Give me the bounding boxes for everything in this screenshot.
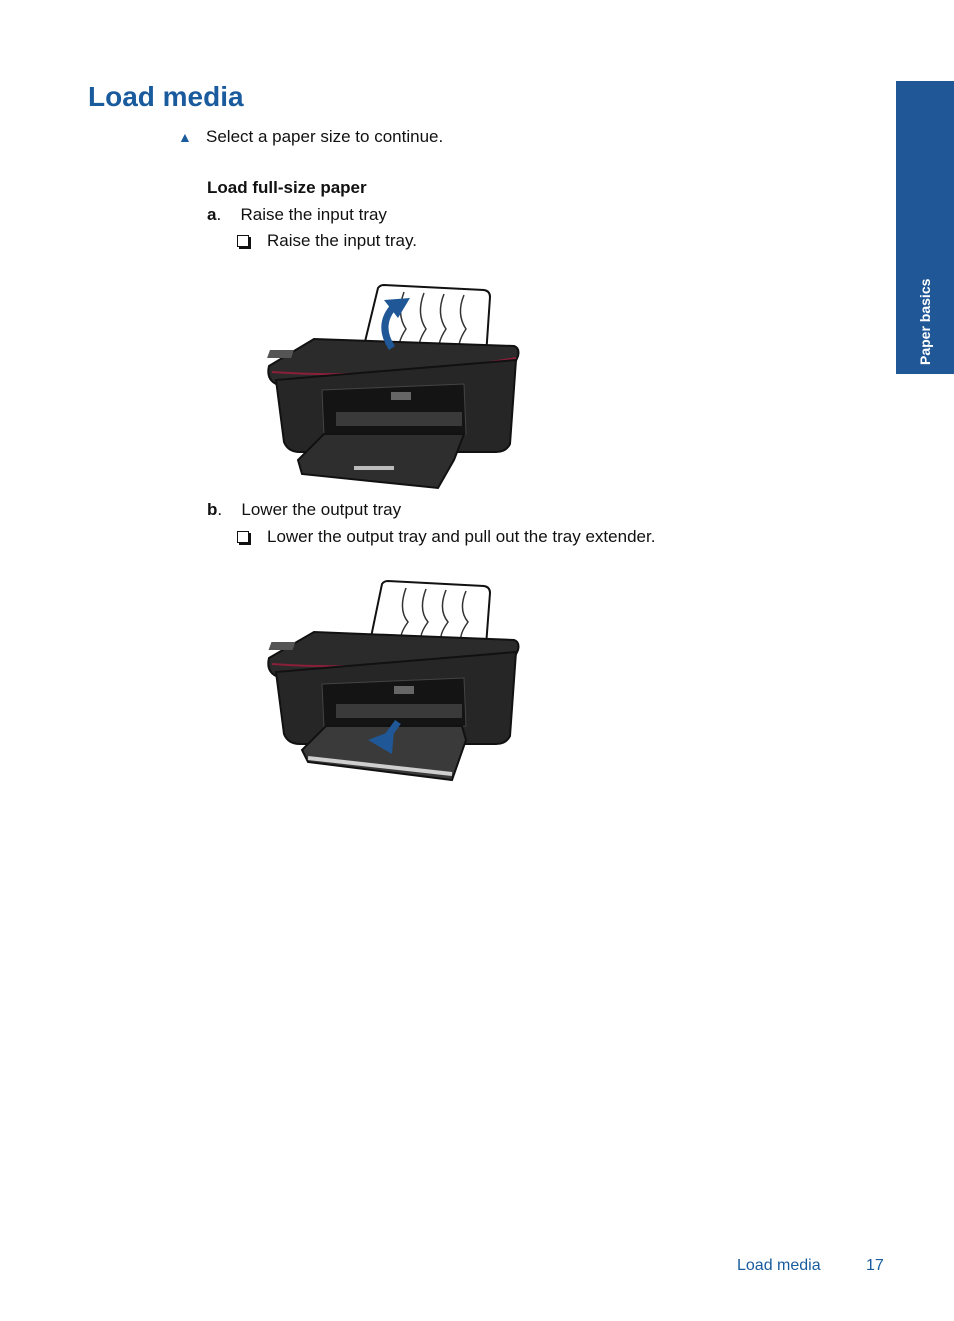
step-b-label: Lower the output tray bbox=[241, 500, 402, 519]
substep-a-text: Raise the input tray. bbox=[267, 231, 417, 250]
step-a-letter: a bbox=[207, 205, 217, 224]
printer-output-tray-figure bbox=[266, 580, 522, 786]
intro-bullet-text: Select a paper size to continue. bbox=[206, 127, 444, 146]
checkbox-icon bbox=[237, 531, 249, 543]
side-tab bbox=[896, 81, 954, 374]
substep-b-text: Lower the output tray and pull out the tray extender. bbox=[267, 527, 656, 546]
step-b-letter: b bbox=[207, 500, 218, 519]
substep-a bbox=[237, 231, 417, 251]
footer-section-title: Load media bbox=[737, 1257, 821, 1274]
checkbox-icon bbox=[237, 235, 249, 247]
substep-b bbox=[237, 527, 655, 547]
step-a: a. Raise the input tray bbox=[207, 205, 387, 224]
printer-input-tray-figure bbox=[266, 284, 522, 492]
step-b: b. Lower the output tray bbox=[207, 500, 402, 519]
step-a-label: Raise the input tray bbox=[240, 205, 387, 224]
side-tab-label: Paper basics bbox=[917, 278, 933, 365]
page-title: Load media bbox=[88, 81, 244, 112]
intro-bullet bbox=[178, 127, 443, 147]
triangle-bullet-icon: ▲ bbox=[178, 129, 192, 145]
footer-page-number: 17 bbox=[866, 1257, 884, 1274]
section-heading: Load full-size paper bbox=[207, 178, 367, 197]
